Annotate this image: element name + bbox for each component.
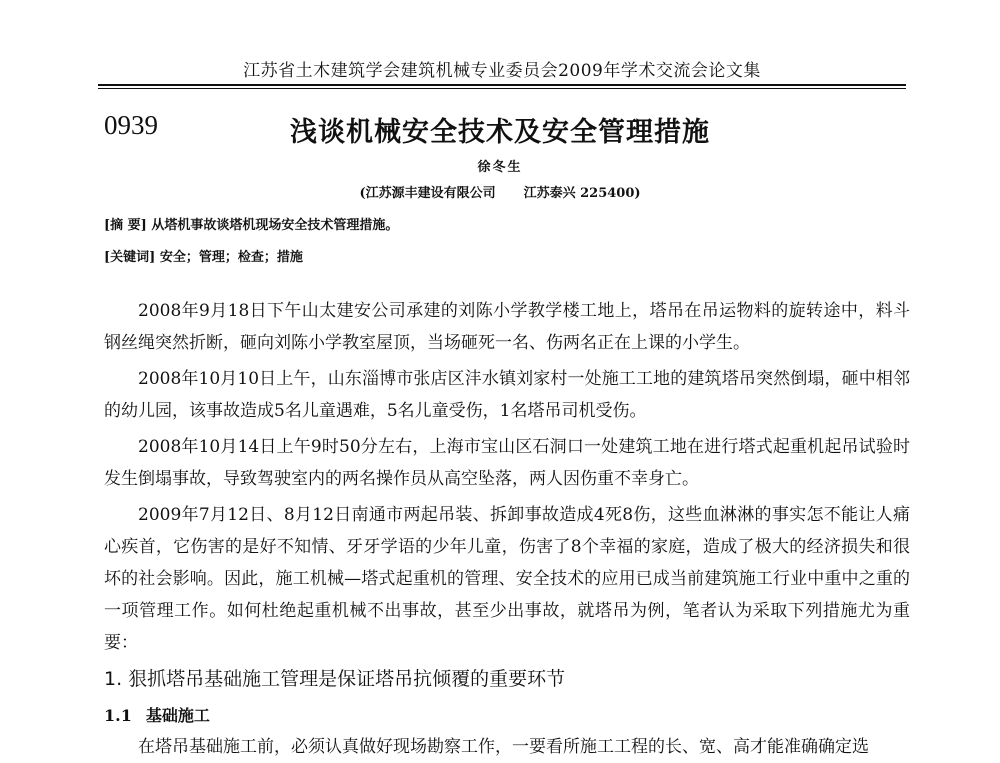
subsection-heading xyxy=(104,703,210,726)
paper-number: 0939 xyxy=(104,110,158,140)
affiliation xyxy=(0,182,1000,201)
running-header: 江苏省土木建筑学会建筑机械专业委员会2009年学术交流会论文集 xyxy=(243,61,761,81)
header-rule xyxy=(98,84,906,86)
subsection-title: 基础施工 xyxy=(145,706,210,725)
abstract: [摘 要] 从塔机事故谈塔机现场安全技术管理措施。 xyxy=(104,218,399,233)
body-paragraph-1: 2008年9月18日下午山太建安公司承建的刘陈小学教学楼工地上，塔吊在吊运物料的旋转途中，料斗钢丝绳突然折断，砸向刘陈小学教室屋顶，当场砸死一名、伤两名正在上课的小学生。 xyxy=(104,301,910,353)
section-heading: 1. 狠抓塔吊基础施工管理是保证塔吊抗倾覆的重要环节 xyxy=(104,668,566,690)
body-paragraph-2: 2008年10月10日上午，山东淄博市张店区沣水镇刘家村一处施工工地的建筑塔吊突然倒塌，砸中相邻的幼儿园，该事故造成5名儿童遇难，5名儿童受伤，1名塔吊司机受伤。 xyxy=(104,369,910,421)
body-paragraph-4: 2009年7月12日、8月12日南通市两起吊装、拆卸事故造成4死8伤，这些血淋淋的事实怎不能让人痛心疾首，它伤害的是好不知情、牙牙学语的少年儿童，伤害了8个幸福的家庭，造成了极大的经济损失和很坏的社会影响。因此，施工机械—塔式起重机的管理、安全技术的应用已成当前建筑施工行业中重中之重的一项管理工作。如何杜绝起重机械不出事故，甚至少出事故，就塔吊为例，笔者认为采取下列措施尤为重要： xyxy=(104,505,910,653)
body-paragraph-5: 在塔吊基础施工前，必须认真做好现场勘察工作，一要看所施工工程的长、宽、高才能准确确定选 xyxy=(138,737,869,757)
paper-title: 浅谈机械安全技术及安全管理措施 xyxy=(290,117,710,148)
header-rule-thin xyxy=(98,88,906,89)
body-paragraph-3: 2008年10月14日上午9时50分左右，上海市宝山区石洞口一处建筑工地在进行塔式起重机起吊试验时发生倒塌事故，导致驾驶室内的两名操作员从高空坠落，两人因伤重不幸身亡。 xyxy=(104,437,910,489)
author: 徐冬生 xyxy=(477,160,523,175)
affiliation-location: 江苏泰兴 225400) xyxy=(523,186,641,201)
subsection-number: 1.1 xyxy=(104,706,132,725)
affiliation-org: (江苏源丰建设有限公司 xyxy=(359,186,496,201)
keywords: [关键词] 安全；管理；检查；措施 xyxy=(104,250,303,265)
